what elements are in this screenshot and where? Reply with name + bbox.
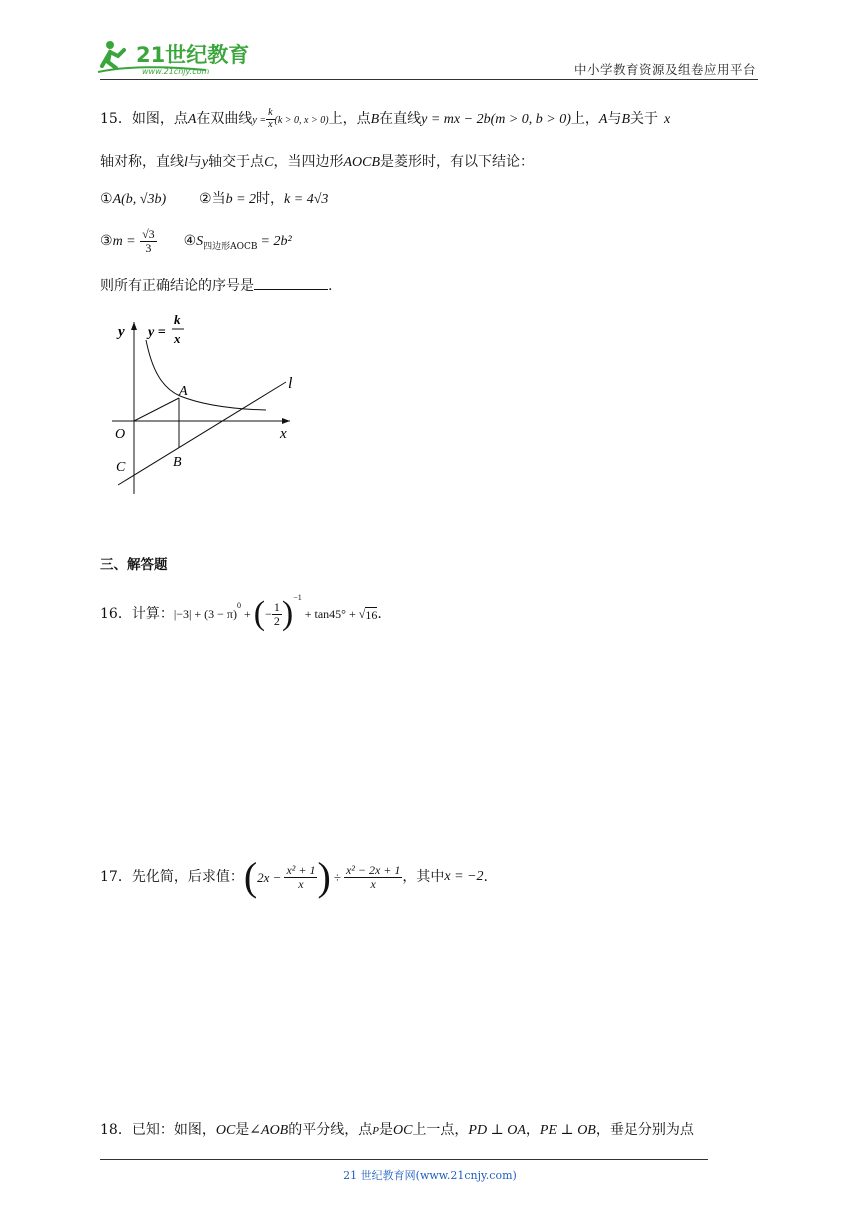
q16-exp-neg1: −1 [293, 593, 302, 602]
q18-comma: ， [525, 1122, 540, 1138]
q15-point-a: A [187, 112, 197, 127]
q17-text: 先化简，后求值： [131, 869, 244, 885]
q16-right-paren: ) [281, 595, 294, 632]
q18-text: 上一点， [412, 1122, 469, 1138]
fig-origin-o: O [115, 427, 126, 442]
q17-right-paren: ) [317, 854, 331, 899]
q17-frac-2 [344, 864, 402, 890]
conclusion-2-text: 时， [256, 191, 285, 207]
q16-plus: + [244, 607, 251, 621]
conclusion-3-den: 3 [145, 240, 152, 255]
conclusion-3-mark: ③ [100, 233, 113, 250]
q15-axis-y: y [201, 155, 209, 170]
q16-frac [272, 601, 282, 627]
q15-func-k: k [268, 107, 273, 118]
q17 [100, 856, 488, 898]
q15-text: 是菱形时，有以下结论： [380, 154, 535, 170]
fig-point-b: B [173, 455, 182, 470]
footer-text: 21 世纪教育网(www.21cnjy.com) [343, 1169, 517, 1182]
q18-pe-perp: PE ⊥ OB [539, 1123, 596, 1138]
q15-text: ，当四边形 [273, 154, 344, 170]
site-name: 中小学教育资源及组卷应用平台 [573, 62, 756, 77]
q18-pd-perp: PD ⊥ OA [468, 1123, 526, 1138]
q16-expr-2: + tan45° + [304, 607, 356, 621]
q18 [100, 1123, 694, 1138]
q16-expr-1: |−3| + (3 − π) [173, 607, 237, 621]
conclusion-2-mark: ②当 [199, 191, 226, 207]
q17-frac-1 [284, 864, 317, 890]
conclusion-3-frac [140, 228, 157, 254]
q15-ask [100, 277, 332, 293]
conclusion-2-value: k = 4√3 [284, 192, 329, 207]
q15-line-l: l [184, 155, 188, 170]
conclusion-1-mark: ① [100, 191, 113, 207]
q15-text: 上，点 [328, 111, 371, 127]
q16-end: . [377, 606, 382, 622]
q18-oc: OC [392, 1123, 413, 1138]
q15-line-2 [100, 155, 534, 170]
q15-text: 关于 [630, 111, 659, 127]
q16-text: 计算： [131, 606, 174, 622]
fig-point-a: A [179, 384, 188, 399]
q16-exp-0: 0 [237, 601, 241, 610]
q15-func-frac [266, 108, 274, 130]
section-title: 三、解答题 [100, 557, 168, 573]
q15-ask-end: . [328, 278, 333, 294]
logo-url: www.21cnjy.com [142, 67, 210, 76]
hyperbola-curve [146, 340, 266, 410]
q15-text: 轴交于点 [208, 154, 265, 170]
q16-sqrt-16: 16 [365, 608, 378, 622]
q16-left-paren: ( [253, 595, 266, 632]
x-axis-arrow-icon [282, 418, 290, 424]
q16-minus: − [265, 607, 272, 621]
q18-text: 是 [378, 1122, 393, 1138]
q15-func-cond: (k > 0, x > 0) [274, 115, 329, 126]
conclusion-3-lhs: m = [112, 234, 136, 250]
answer-blank[interactable] [254, 277, 328, 290]
q18-angle: ∠AOB [249, 1123, 289, 1138]
q15-text: 轴对称，直线 [100, 154, 184, 170]
q17-frac-2-num: x² − 2x + 1 [345, 862, 401, 877]
q17-term-1: 2x − [257, 869, 282, 885]
q15-figure [108, 310, 318, 500]
q15-text: 与 [607, 111, 622, 127]
q16-number: 16． [100, 606, 132, 622]
q15-ask-text: 则所有正确结论的序号是 [100, 278, 254, 294]
q16-frac-num: 1 [273, 599, 280, 614]
q15-number: 15． [100, 111, 132, 127]
q17-frac-1-den: x [298, 876, 304, 891]
footer-divider [100, 1159, 708, 1160]
q16-frac-den: 2 [273, 613, 280, 628]
conclusion-1: A(b, √3b) [112, 192, 167, 207]
q18-text: 是 [235, 1122, 250, 1138]
q15-line-1 [100, 108, 670, 130]
conclusion-4-sub: 四边形AOCB [203, 241, 258, 252]
conclusion-4-rhs: = 2b² [260, 234, 292, 250]
logo-text: 21世纪教育 [136, 43, 250, 67]
q17-divide: ÷ [333, 869, 341, 885]
q15-point-b: B [621, 112, 631, 127]
conclusion-4-mark: ④ [183, 233, 197, 250]
line-l [118, 382, 286, 485]
fig-func-k: k [174, 312, 181, 327]
q15-point-a: A [598, 112, 608, 127]
q18-point-p: P [372, 1125, 379, 1137]
fig-l-label: l [288, 375, 293, 392]
q15-conclusions-row-1 [100, 192, 328, 207]
segment-oa [134, 398, 179, 421]
q15-text: 与 [187, 154, 202, 170]
q18-oc: OC [215, 1123, 236, 1138]
q15-text: 如图，点 [131, 111, 188, 127]
q17-tail: ，其中 [402, 869, 445, 885]
q16-sqrt-sign: √ [358, 607, 366, 621]
q17-condition: x = −2 [444, 869, 484, 884]
q17-frac-2-den: x [370, 876, 376, 891]
q15-func-x: x [268, 118, 273, 130]
y-axis-arrow-icon [131, 322, 137, 330]
fig-point-c: C [116, 460, 126, 475]
fig-func-lhs: y = [148, 325, 166, 340]
q18-text: 的平分线，点 [288, 1122, 373, 1138]
header-divider [100, 79, 758, 80]
site-logo [96, 36, 266, 78]
q15-text: 上， [570, 111, 599, 127]
q15-axis-x: x [664, 112, 671, 127]
q15-line-equation: y = mx − 2b(m > 0, b > 0) [421, 112, 571, 127]
q15-point-c: C [264, 155, 274, 170]
q15-text: 在直线 [379, 111, 422, 127]
q17-end: . [483, 869, 488, 885]
q17-frac-1-num: x² + 1 [286, 862, 316, 877]
fig-x-label: x [280, 426, 287, 442]
conclusion-2-condition: b = 2 [225, 192, 257, 207]
q15-text: 在双曲线 [196, 111, 253, 127]
q17-left-paren: ( [243, 854, 258, 899]
q15-point-b: B [370, 112, 380, 127]
q18-number: 18． [100, 1122, 132, 1138]
q18-text: 已知：如图， [131, 1122, 216, 1138]
q15-conclusions-row-2 [100, 228, 292, 254]
fig-func-x: x [174, 331, 181, 346]
q17-number: 17． [100, 869, 132, 885]
q18-text: ，垂足分别为点 [595, 1122, 694, 1138]
q16 [100, 594, 382, 634]
fig-y-label: y [118, 324, 125, 340]
conclusion-4-s: S [196, 234, 204, 250]
q15-quadrilateral: AOCB [343, 155, 381, 170]
q15-func-lhs: y = [252, 115, 267, 126]
conclusion-3-num: √3 [142, 227, 155, 241]
runner-logo-icon [96, 36, 266, 78]
